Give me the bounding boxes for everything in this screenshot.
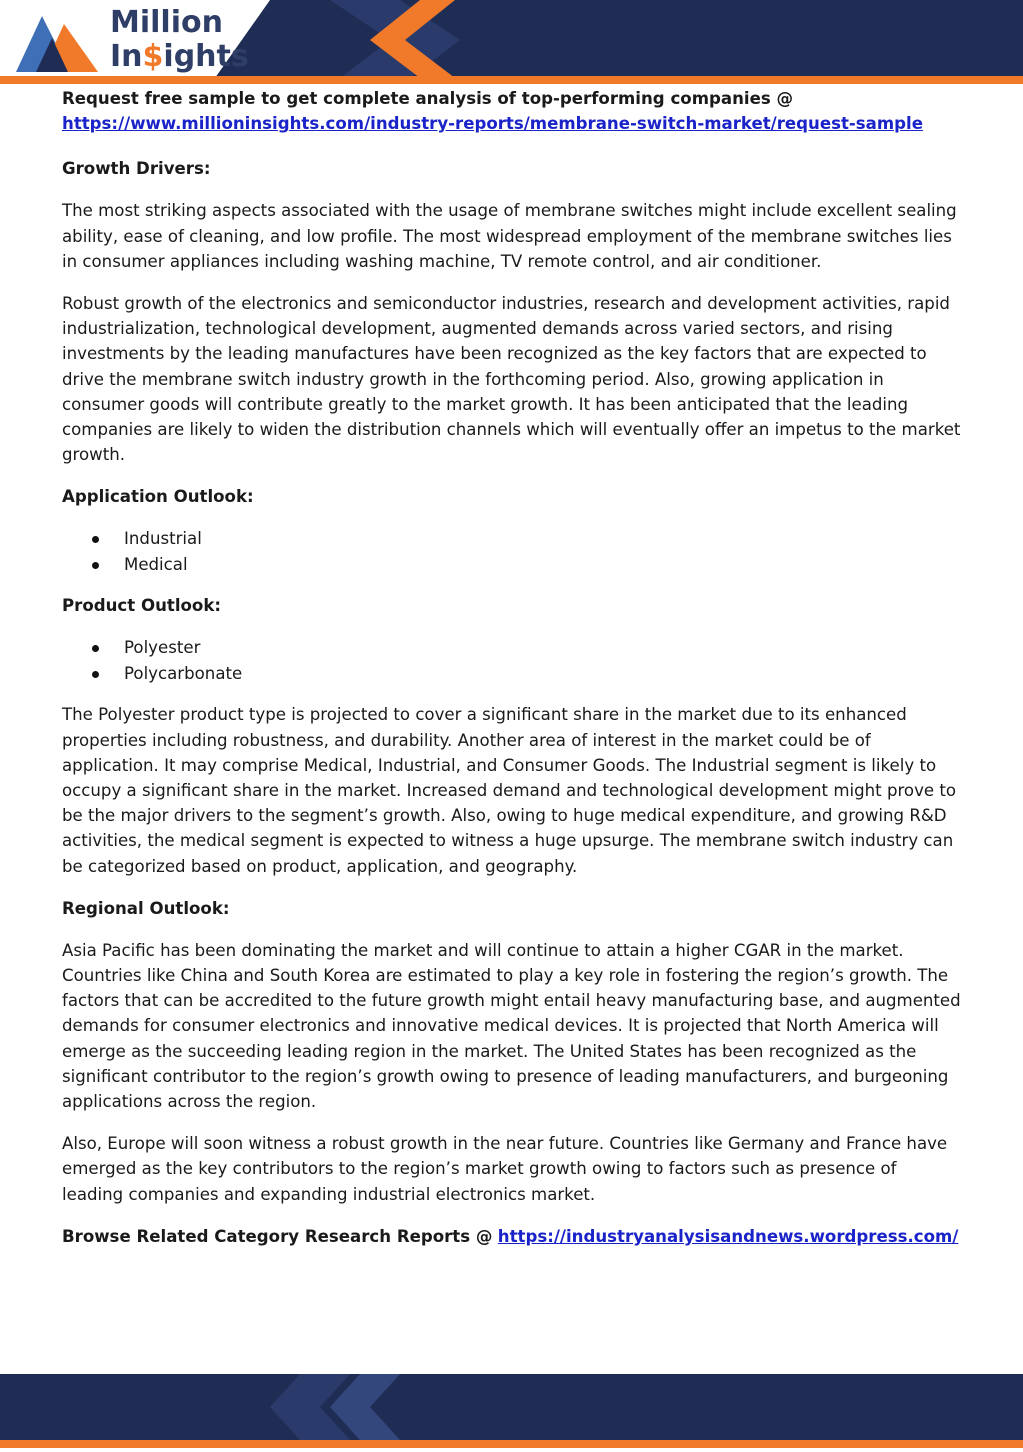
sample-request [62,86,962,136]
sample-request-link[interactable]: https://www.millioninsights.com/industry-reports/membrane-switch-market/request-sample [62,114,923,134]
growth-paragraph-1: The most striking aspects associated with the usage of membrane switches might include excellent sealing ability, ease of cleaning, and low profile. The most widespread employment of the membrane switches lies in consumer appliances including washing machine, TV remote control, and air conditioner. [62,201,957,271]
application-list [62,526,962,578]
sample-request-text: Request free sample to get complete analysis of top-performing companies @ [62,89,794,108]
growth-drivers-heading: Growth Drivers: [62,159,211,179]
logo-line-2-b: ights [163,39,249,74]
application-outlook-heading: Application Outlook: [62,487,254,507]
header-banner [0,0,1023,84]
footer-banner [0,1374,1023,1448]
browse-related-text: Browse Related Category Research Reports @ [62,1226,493,1246]
logo-mark-icon [12,10,102,74]
list-item: Medical [124,552,962,578]
list-item: Industrial [124,526,962,552]
footer-graphic [0,1374,1023,1448]
browse-related-link[interactable]: https://industryanalysisandnews.wordpress.com/ [497,1226,959,1246]
logo-line-2-a: In [110,39,143,74]
list-item: Polycarbonate [124,661,962,687]
regional-paragraph-2: Also, Europe will soon witness a robust growth in the near future. Countries like Germany and France have emerged as the key contributors to the region’s market growth owing to factors such as presence of leading companies and expanding industrial electronics market. [62,1134,948,1204]
product-paragraph: The Polyester product type is projected to cover a significant share in the market due to its enhanced properties including robustness, and durability. Another area of interest in the market could be of application. It may comprise Medical, Industrial, and Consumer Goods. The Industrial segment is likely to occupy a significant share in the market. Increased demand and technological development might prove to be the major drivers to the segment’s growth. Also, owing to huge medical expenditure, and growing R&D activities, the medical segment is expected to witness a huge upsurge. The membrane switch industry can be categorized based on product, application, and geography. [62,705,957,876]
regional-outlook-heading: Regional Outlook: [62,898,230,918]
regional-paragraph-1: Asia Pacific has been dominating the market and will continue to attain a higher CGAR in the market. Countries like China and South Korea are estimated to play a key role in fostering the region’s growth. The factors that can be accredited to the future growth might entail heavy manufacturing base, and augmented demands for consumer electronics and innovative medical devices. It is projected that North America will emerge as the succeeding leading region in the market. The United States has been recognized as the significant contributor to the region’s growth owing to presence of leading manufacturers, and burgeoning applications across the region. [62,940,961,1112]
document-body [62,86,962,1266]
logo-dollar: $ [142,39,164,74]
logo-line-2 [110,40,249,74]
browse-related [62,1224,962,1249]
logo-line-1: Million [110,5,223,40]
million-insights-logo[interactable] [12,6,252,76]
list-item: Polyester [124,635,962,661]
product-outlook-heading: Product Outlook: [62,596,221,616]
growth-paragraph-2: Robust growth of the electronics and semiconductor industries, research and development activities, rapid industrialization, technological development, augmented demands across varied sectors, and rising investments by the leading manufactures have been recognized as the key factors that are expected to drive the membrane switch industry growth in the forthcoming period. Also, growing application in consumer goods will contribute greatly to the market growth. It has been anticipated that the leading companies are likely to widen the distribution channels which will eventually offer an impetus to the market growth. [62,294,961,465]
product-list [62,635,962,687]
logo-wordmark [110,6,249,74]
